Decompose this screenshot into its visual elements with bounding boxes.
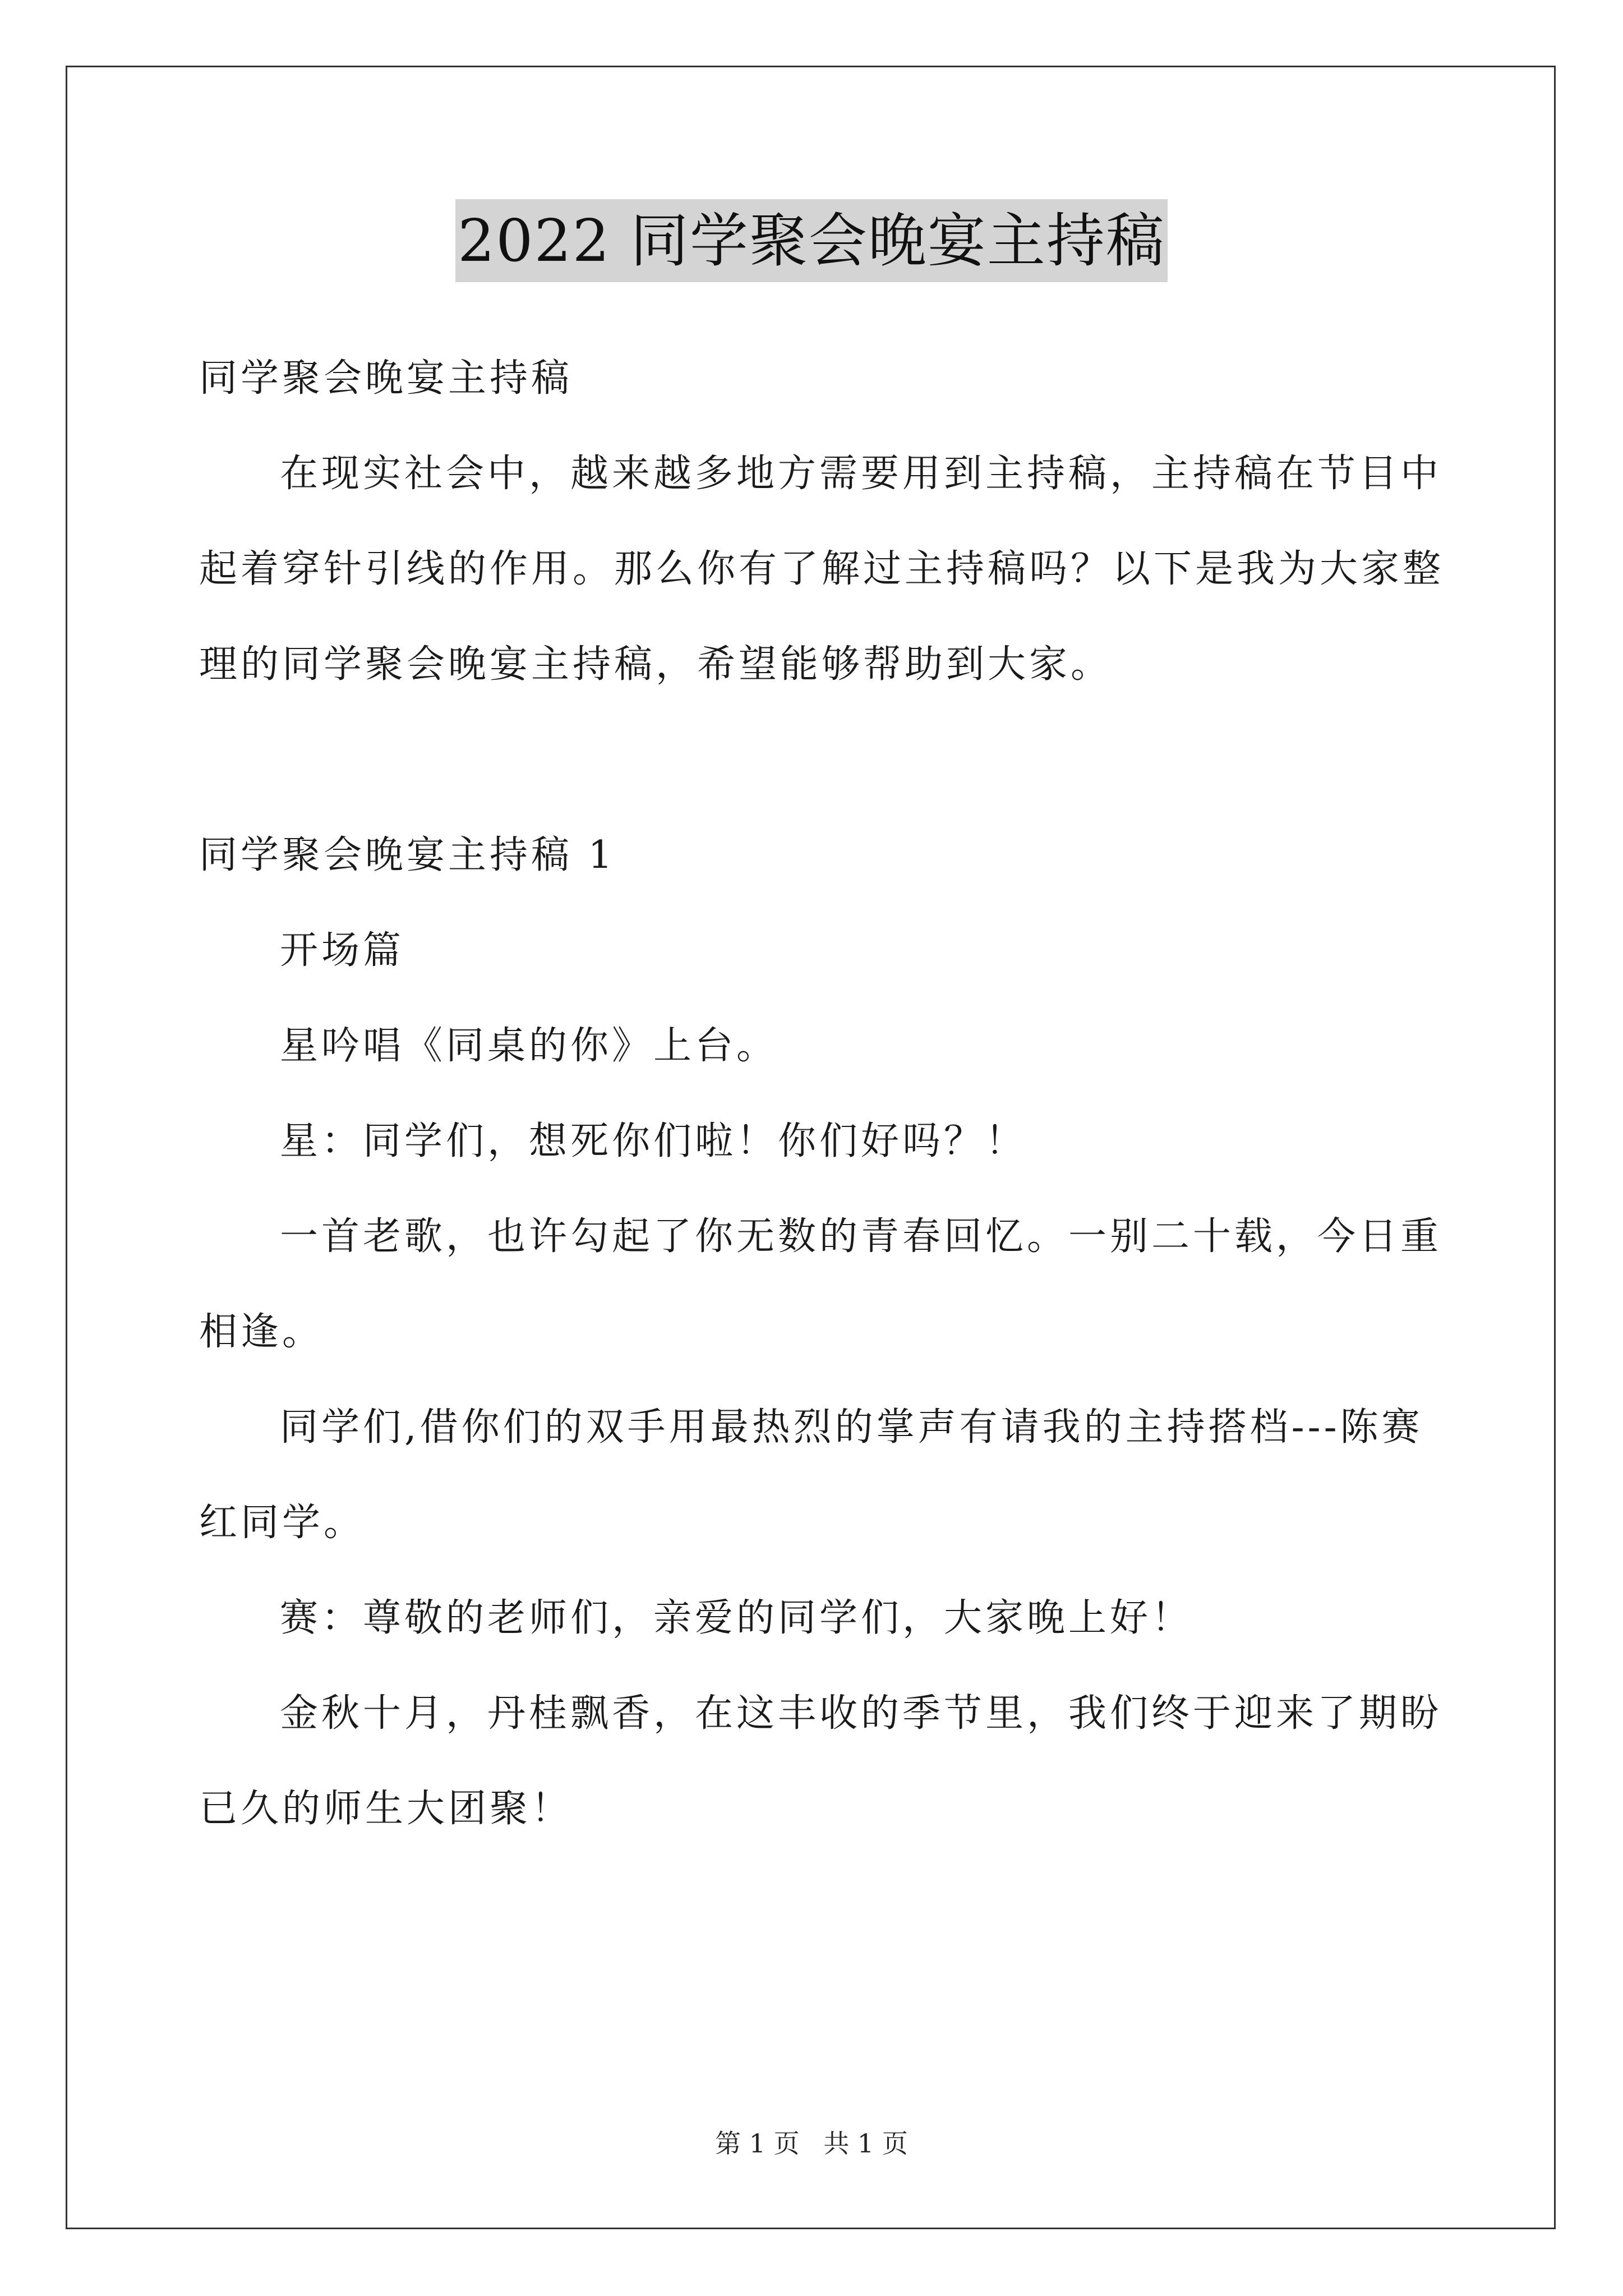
page-footer <box>0 2123 1623 2160</box>
paragraph-6-line-1: 金秋十月，丹桂飘香，在这丰收的季节里，我们终于迎来了期盼 <box>280 1691 1442 1736</box>
opening-heading: 开场篇 <box>280 928 405 973</box>
paragraph-2: 星：同学们，想死你们啦！你们好吗？！ <box>280 1119 1027 1163</box>
paragraph-6-line-2: 已久的师生大团聚！ <box>199 1787 573 1831</box>
page-number-total: 共 1 页 <box>823 2128 908 2159</box>
paragraph-3-line-2: 相逢。 <box>199 1310 324 1354</box>
title-container <box>0 199 1623 282</box>
document-title: 2022 同学聚会晚宴主持稿 <box>455 199 1168 282</box>
paragraph-3-line-1: 一首老歌，也许勾起了你无数的青春回忆。一别二十载，今日重 <box>280 1214 1442 1259</box>
subtitle: 同学聚会晚宴主持稿 <box>199 356 573 401</box>
intro-line-2: 起着穿针引线的作用。那么你有了解过主持稿吗？以下是我为大家整 <box>199 547 1445 591</box>
intro-line-3: 理的同学聚会晚宴主持稿，希望能够帮助到大家。 <box>199 642 1113 687</box>
section-heading: 同学聚会晚宴主持稿 1 <box>199 833 616 877</box>
paragraph-5: 赛：尊敬的老师们，亲爱的同学们，大家晚上好！ <box>280 1596 1193 1640</box>
paragraph-1: 星吟唱《同桌的你》上台。 <box>280 1024 778 1068</box>
paragraph-gap <box>199 707 1433 802</box>
paragraph-4-line-2: 红同学。 <box>199 1501 366 1545</box>
document-body <box>199 325 1445 1851</box>
paragraph-4-line-1: 同学们,借你们的双手用最热烈的掌声有请我的主持搭档---陈赛 <box>280 1405 1423 1450</box>
intro-line-1: 在现实社会中，越来越多地方需要用到主持稿，主持稿在节目中 <box>280 452 1442 496</box>
page-number-current: 第 1 页 <box>715 2128 800 2159</box>
